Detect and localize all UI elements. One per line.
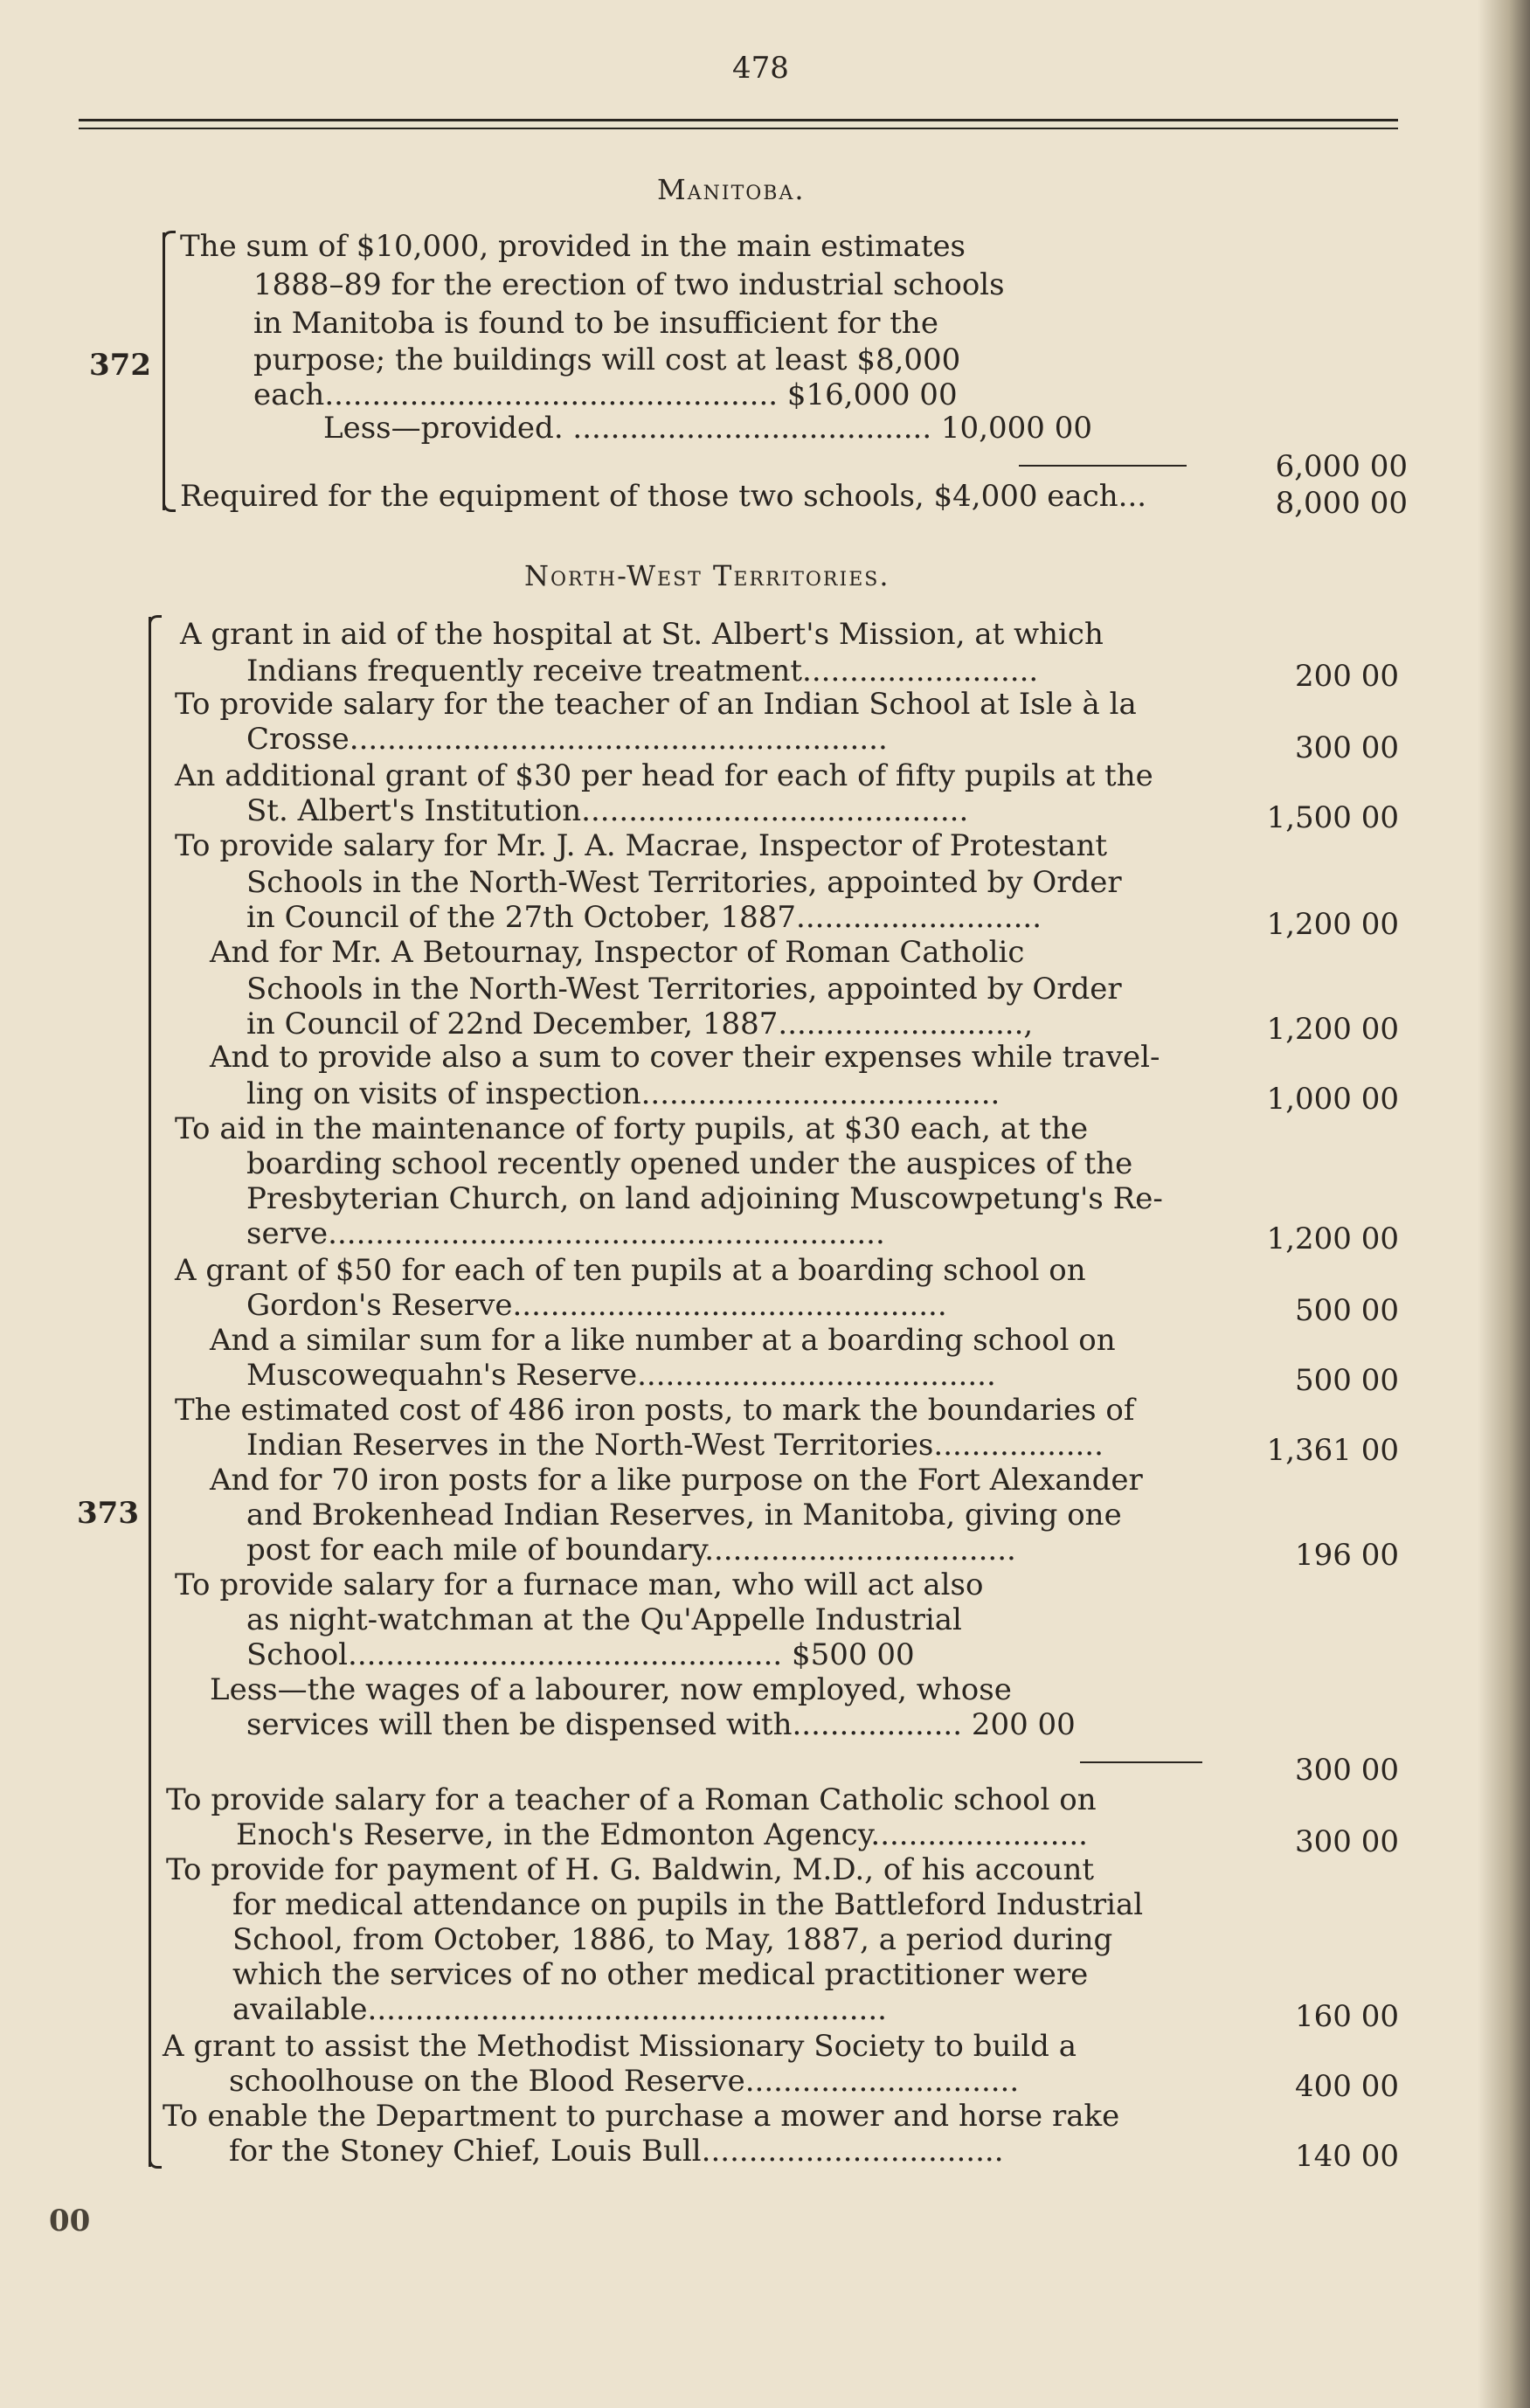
nwt-line-18: serve...........................................................	[246, 1216, 885, 1251]
nwt-line-4: Crosse.........................................................	[246, 722, 888, 757]
manitoba-line-4: purpose; the buildings will cost at least $8,000	[253, 343, 961, 377]
nwt-line-5: An additional grant of $30 per head for each of fifty pupils at the	[175, 758, 1153, 793]
nwt-line-25: And for 70 iron posts for a like purpose on the Fort Alexander	[210, 1463, 1143, 1498]
nwt-line-37: School, from October, 1886, to May, 1887, a period during	[232, 1922, 1113, 1957]
nwt-line-20: Gordon's Reserve..............................................	[246, 1288, 947, 1323]
nwt-line-23: The estimated cost of 486 iron posts, to mark the boundaries of	[175, 1393, 1135, 1428]
nwt-line-27: post for each mile of boundary.................................	[246, 1533, 1016, 1567]
nwt-line-12: in Council of 22nd December, 1887..........................,	[246, 1007, 1034, 1041]
nwt-line-15: To aid in the maintenance of forty pupils, at $30 each, at the	[175, 1111, 1089, 1146]
nwt-line-26: and Brokenhead Indian Reserves, in Manitoba, giving one	[246, 1498, 1122, 1533]
nwt-amount-13: 300 00	[1295, 1824, 1399, 1859]
nwt-line-21: And a similar sum for a like number at a boarding school on	[210, 1323, 1116, 1358]
nwt-line-13: And to provide also a sum to cover their expenses while travel-	[210, 1040, 1160, 1075]
nwt-line-22: Muscowequahn's Reserve......................................	[246, 1358, 996, 1393]
nwt-line-32: services will then be dispensed with.................. 200 00	[246, 1707, 1076, 1742]
nwt-amount-9: 500 00	[1295, 1363, 1399, 1398]
header-rule-2	[79, 128, 1398, 129]
nwt-line-19: A grant of $50 for each of ten pupils at a boarding school on	[175, 1253, 1086, 1288]
nwt-amount-8: 500 00	[1295, 1293, 1399, 1328]
nwt-line-36: for medical attendance on pupils in the Battleford Industrial	[232, 1887, 1144, 1922]
nwt-amount-2: 300 00	[1295, 730, 1399, 765]
nwt-line-1: A grant in aid of the hospital at St. Albert's Mission, at which	[180, 617, 1104, 652]
manitoba-amount-1: 6,000 00	[1275, 449, 1408, 484]
section-heading-manitoba: Manitoba.	[657, 173, 806, 206]
nwt-line-2: Indians frequently receive treatment.........................	[246, 654, 1039, 688]
nwt-line-7: To provide salary for Mr. J. A. Macrae, Inspector of Protestant	[175, 828, 1108, 863]
nwt-amount-14: 160 00	[1295, 1999, 1399, 2034]
nwt-line-28: To provide salary for a furnace man, who will act also	[175, 1567, 984, 1602]
nwt-amount-5: 1,200 00	[1266, 1012, 1399, 1047]
nwt-line-39: available.......................................................	[232, 1992, 887, 2027]
nwt-line-24: Indian Reserves in the North-West Territories..................	[246, 1428, 1104, 1463]
manitoba-line-2: 1888–89 for the erection of two industrial schools	[253, 267, 1005, 302]
nwt-amount-4: 1,200 00	[1266, 907, 1399, 942]
nwt-line-35: To provide for payment of H. G. Baldwin, M.D., of his account	[166, 1852, 1095, 1887]
nwt-line-33: To provide salary for a teacher of a Roman Catholic school on	[166, 1782, 1097, 1817]
nwt-amount-11: 196 00	[1295, 1538, 1399, 1573]
nwt-line-34: Enoch's Reserve, in the Edmonton Agency.......................	[236, 1817, 1088, 1852]
subtotal-rule-furnace	[1080, 1761, 1202, 1763]
item-number-373: 373	[77, 1496, 139, 1531]
subtotal-rule-manitoba	[1019, 465, 1187, 467]
nwt-amount-12: 300 00	[1295, 1753, 1399, 1788]
nwt-line-30: School.............................................. $500 00	[246, 1637, 915, 1672]
nwt-amount-6: 1,000 00	[1266, 1082, 1399, 1117]
item-number-372: 372	[89, 348, 151, 383]
page-number: 478	[732, 51, 789, 86]
nwt-line-31: Less—the wages of a labourer, now employed, whose	[210, 1672, 1012, 1707]
nwt-line-29: as night-watchman at the Qu'Appelle Industrial	[246, 1602, 962, 1637]
nwt-line-10: And for Mr. A Betournay, Inspector of Roman Catholic	[210, 935, 1025, 970]
nwt-line-16: boarding school recently opened under the auspices of the	[246, 1146, 1133, 1181]
nwt-amount-1: 200 00	[1295, 659, 1399, 694]
nwt-line-14: ling on visits of inspection......................................	[246, 1076, 1000, 1111]
nwt-line-9: in Council of the 27th October, 1887..........................	[246, 900, 1042, 935]
section-heading-nwt: North-West Territories.	[524, 559, 890, 592]
nwt-line-40: A grant to assist the Methodist Missionary Society to build a	[163, 2029, 1077, 2064]
manitoba-line-6: Less—provided. ...................................... 10,000 00	[323, 411, 1092, 446]
page-edge-shadow	[1478, 0, 1530, 2408]
brace-372	[163, 232, 177, 510]
nwt-amount-15: 400 00	[1295, 2069, 1399, 2104]
nwt-line-43: for the Stoney Chief, Louis Bull................................	[229, 2134, 1004, 2169]
manitoba-line-7: Required for the equipment of those two schools, $4,000 each...	[180, 479, 1147, 514]
nwt-line-38: which the services of no other medical practitioner were	[232, 1957, 1089, 1992]
nwt-line-11: Schools in the North-West Territories, appointed by Order	[246, 972, 1122, 1007]
nwt-amount-10: 1,361 00	[1266, 1433, 1399, 1468]
margin-note: 00	[49, 2204, 91, 2238]
manitoba-line-5: each................................................ $16,000 00	[253, 377, 958, 412]
nwt-line-41: schoolhouse on the Blood Reserve.............................	[229, 2064, 1020, 2099]
nwt-line-8: Schools in the North-West Territories, appointed by Order	[246, 865, 1122, 900]
nwt-amount-16: 140 00	[1295, 2139, 1399, 2174]
nwt-amount-3: 1,500 00	[1266, 800, 1399, 835]
manitoba-line-1: The sum of $10,000, provided in the main estimates	[180, 229, 966, 264]
nwt-amount-7: 1,200 00	[1266, 1221, 1399, 1256]
manitoba-line-3: in Manitoba is found to be insufficient for the	[253, 306, 938, 341]
header-rule-1	[79, 119, 1398, 121]
nwt-line-42: To enable the Department to purchase a mower and horse rake	[163, 2099, 1120, 2134]
manitoba-amount-2: 8,000 00	[1275, 486, 1408, 521]
brace-373	[149, 617, 163, 2167]
nwt-line-17: Presbyterian Church, on land adjoining Muscowpetung's Re-	[246, 1181, 1163, 1216]
nwt-line-6: St. Albert's Institution.........................................	[246, 793, 969, 828]
nwt-line-3: To provide salary for the teacher of an Indian School at Isle à la	[175, 687, 1137, 722]
